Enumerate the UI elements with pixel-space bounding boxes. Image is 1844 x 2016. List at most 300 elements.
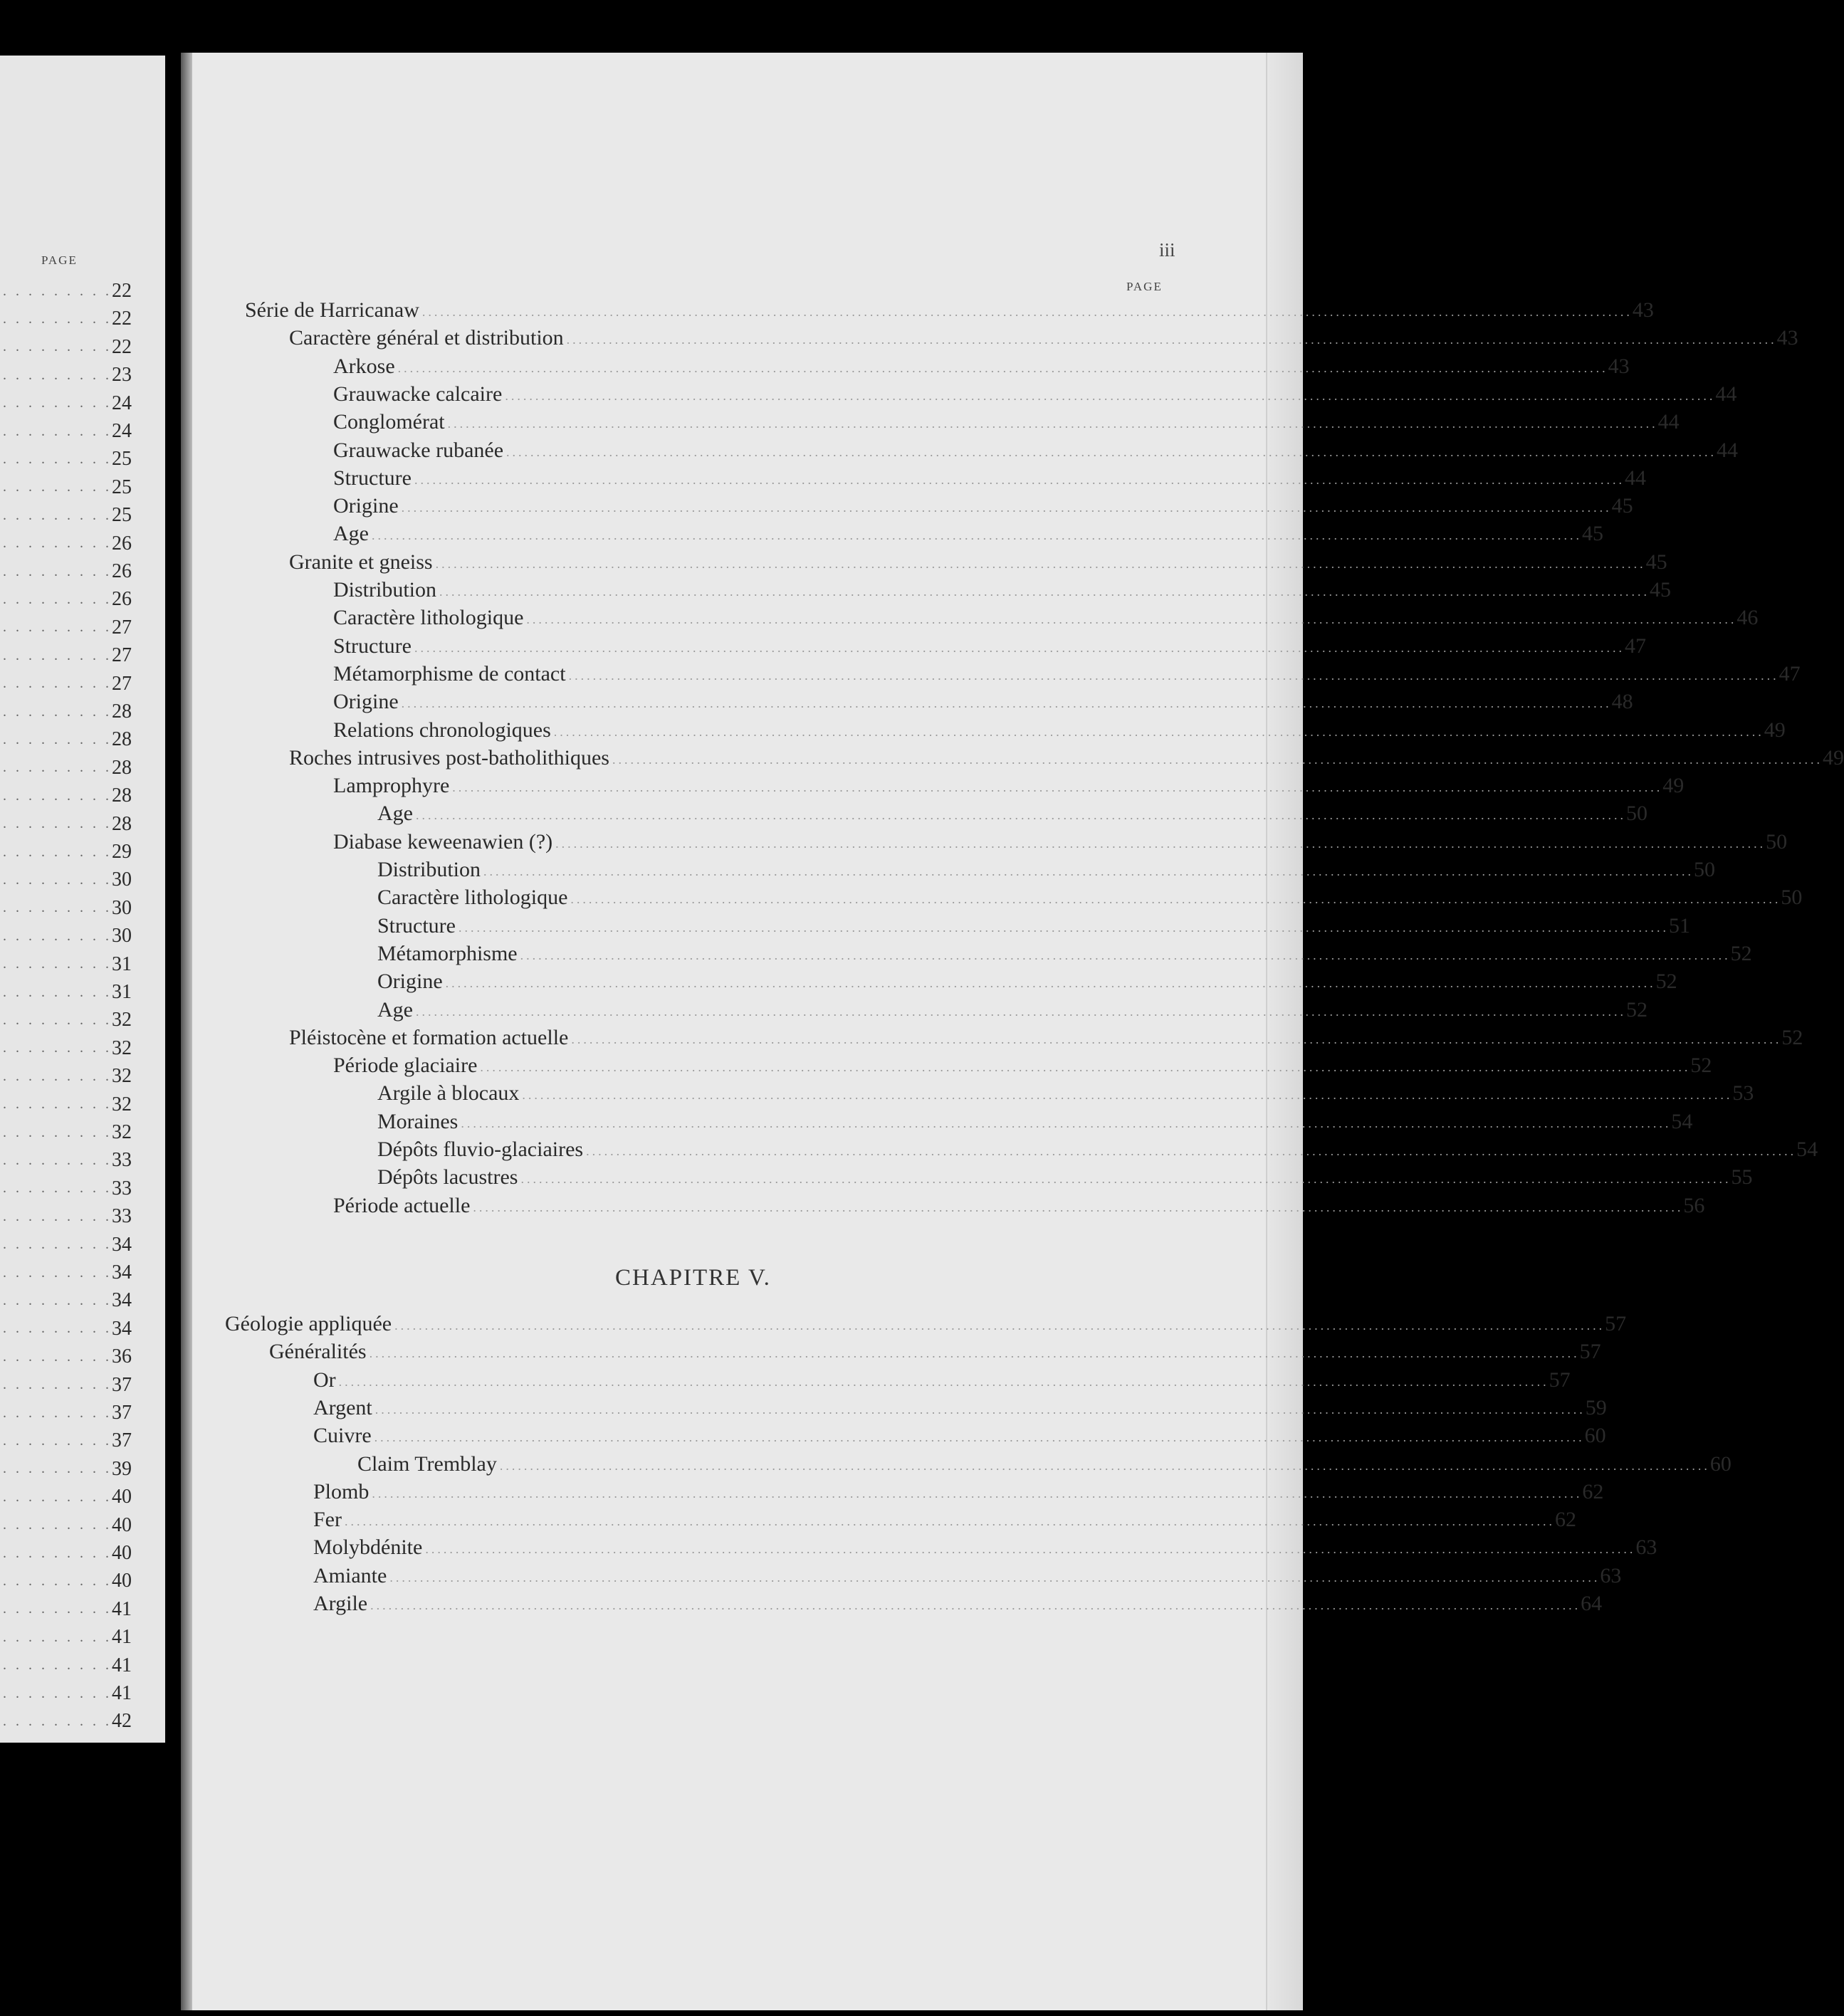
toc-entry-page: 44	[1715, 382, 1737, 406]
toc-entry	[313, 1420, 1606, 1448]
left-page-number: 32	[112, 1065, 132, 1088]
left-page-row	[0, 979, 132, 1006]
left-page-number: 26	[112, 560, 132, 582]
toc-entry	[377, 1162, 1753, 1190]
leader-dots: ........................................................................................................................................................................................................	[568, 668, 1779, 683]
toc-entry-page: 55	[1731, 1165, 1753, 1190]
left-page-number: 39	[112, 1457, 132, 1480]
leader-dots: ........................................................................................................................................................................................................	[586, 1144, 1797, 1158]
left-page-row	[0, 558, 132, 585]
toc-entry-title: Généralités	[269, 1340, 367, 1364]
leader-dots: ........................................................................................................................................................................................................	[414, 640, 1625, 655]
leader-dots: . . . . . . . . .	[3, 1432, 112, 1449]
toc-entry-title: Distribution	[333, 578, 437, 602]
left-page-row	[0, 1624, 132, 1651]
toc-entry-title: Métamorphisme	[377, 941, 518, 965]
leader-dots: ........................................................................................................................................................................................................	[520, 1172, 1732, 1187]
toc-entry-page: 52	[1690, 1054, 1712, 1078]
left-page-number: 25	[112, 448, 132, 471]
leader-dots: . . . . . . . . .	[3, 787, 112, 804]
left-page-number: 30	[112, 896, 132, 919]
toc-entry	[333, 658, 1801, 686]
leader-dots: ........................................................................................................................................................................................................	[374, 1402, 1586, 1417]
leader-dots: . . . . . . . . .	[3, 479, 112, 495]
toc-entry-page: 45	[1645, 550, 1667, 574]
left-page-row	[0, 1203, 132, 1230]
leader-dots: ........................................................................................................................................................................................................	[397, 360, 1608, 375]
toc-entry	[333, 490, 1633, 518]
toc-entry-page: 57	[1549, 1367, 1571, 1392]
toc-entry	[333, 715, 1786, 742]
toc-entry	[357, 1449, 1732, 1476]
left-page-number: 22	[112, 280, 132, 302]
left-page-number: 41	[112, 1626, 132, 1649]
toc-entry-page: 45	[1581, 522, 1603, 546]
leader-dots: . . . . . . . . .	[3, 283, 112, 299]
left-page-number: 41	[112, 1654, 132, 1676]
toc-entry	[333, 1190, 1705, 1218]
left-page-number: 30	[112, 868, 132, 891]
toc-entry-page: 50	[1625, 802, 1647, 826]
leader-dots: ........................................................................................................................................................................................................	[566, 332, 1777, 347]
left-page-number: 32	[112, 1093, 132, 1115]
toc-entry-page: 64	[1581, 1592, 1603, 1615]
toc-entry	[377, 1134, 1818, 1162]
left-page-row	[0, 502, 132, 529]
left-page-row	[0, 1316, 132, 1343]
left-page-row	[0, 951, 132, 978]
toc-entry	[313, 1476, 1604, 1504]
leader-dots: ........................................................................................................................................................................................................	[612, 752, 1823, 767]
toc-entry-title: Dépôts lacustres	[377, 1165, 518, 1190]
folio-number: iii	[1159, 239, 1175, 261]
leader-dots: . . . . . . . . .	[3, 1124, 112, 1140]
toc-entry-title: Cuivre	[313, 1424, 372, 1448]
toc-entry-title: Plomb	[313, 1479, 370, 1503]
toc-entry-title: Conglomérat	[333, 410, 445, 434]
left-page-row	[0, 1372, 132, 1399]
toc-entry	[313, 1504, 1576, 1532]
toc-entry	[333, 826, 1788, 854]
toc-entry	[377, 910, 1690, 938]
left-page-number: 32	[112, 1036, 132, 1059]
toc-entry-title: Métamorphisme de contact	[333, 661, 566, 686]
leader-dots: ........................................................................................................................................................................................................	[461, 1115, 1672, 1130]
left-page-row	[0, 811, 132, 838]
left-page-row	[0, 1596, 132, 1623]
toc-entry	[377, 882, 1803, 910]
toc-entry-page: 44	[1657, 410, 1680, 434]
toc-entry-page: 43	[1632, 298, 1654, 322]
leader-dots: ........................................................................................................................................................................................................	[345, 1514, 1555, 1529]
leader-dots: ........................................................................................................................................................................................................	[522, 1088, 1733, 1103]
left-page-number: 28	[112, 812, 132, 835]
toc-entry-page: 57	[1579, 1340, 1601, 1364]
leader-dots: . . . . . . . . .	[3, 816, 112, 832]
left-page-row	[0, 586, 132, 613]
toc-entry-title: Fer	[313, 1508, 342, 1532]
toc-entry-page: 52	[1625, 997, 1647, 1022]
left-page-number: 37	[112, 1429, 132, 1452]
toc-entry	[289, 1022, 1803, 1050]
main-page	[181, 53, 1844, 2010]
left-page-number: 34	[112, 1233, 132, 1256]
left-page-row	[0, 334, 132, 361]
leader-dots: ........................................................................................................................................................................................................	[458, 920, 1669, 935]
left-page-number: 32	[112, 1121, 132, 1143]
left-page-row	[0, 1400, 132, 1427]
left-page-row	[0, 530, 132, 557]
leader-dots: . . . . . . . . .	[3, 1321, 112, 1337]
leader-dots: ........................................................................................................................................................................................................	[374, 1430, 1585, 1445]
toc-entry	[313, 1588, 1603, 1616]
leader-dots: . . . . . . . . .	[3, 1405, 112, 1421]
toc-entry	[289, 322, 1798, 350]
toc-entry	[313, 1560, 1622, 1588]
toc-entry	[377, 1078, 1754, 1106]
left-page-number: 37	[112, 1402, 132, 1424]
left-page-number: 40	[112, 1542, 132, 1564]
toc-entry-page: 60	[1584, 1424, 1606, 1448]
toc-entry	[377, 966, 1677, 994]
leader-dots: ........................................................................................................................................................................................................	[555, 836, 1766, 851]
left-page-number: 28	[112, 784, 132, 807]
left-page-strip	[0, 56, 165, 1743]
leader-dots: ........................................................................................................................................................................................................	[480, 1060, 1691, 1075]
toc-entry	[333, 602, 1759, 630]
toc-entry-page: 59	[1585, 1395, 1607, 1419]
toc-entry-page: 51	[1668, 913, 1690, 938]
left-page-number: 24	[112, 420, 132, 442]
left-page-number: 27	[112, 644, 132, 667]
toc-entry-title: Origine	[377, 970, 443, 994]
toc-entry-page: 45	[1611, 494, 1633, 518]
leader-dots: ........................................................................................................................................................................................................	[401, 696, 1612, 711]
leader-dots: . . . . . . . . .	[3, 535, 112, 552]
leader-dots: . . . . . . . . .	[3, 1601, 112, 1617]
leader-dots: ........................................................................................................................................................................................................	[452, 780, 1663, 795]
leader-dots: . . . . . . . . .	[3, 423, 112, 439]
leader-dots: . . . . . . . . .	[3, 1208, 112, 1224]
toc-entry-title: Grauwacke calcaire	[333, 382, 503, 406]
left-page-number: 41	[112, 1597, 132, 1620]
toc-entry-title: Caractère lithologique	[333, 606, 524, 630]
leader-dots: . . . . . . . . .	[3, 395, 112, 411]
toc-entry-title: Relations chronologiques	[333, 718, 551, 742]
toc-entry-title: Moraines	[377, 1109, 459, 1133]
toc-entry-title: Distribution	[377, 858, 481, 881]
toc-entry-page: 49	[1822, 745, 1844, 770]
left-page-number: 40	[112, 1570, 132, 1592]
leader-dots: . . . . . . . . .	[3, 451, 112, 467]
left-page-number: 34	[112, 1289, 132, 1312]
toc-entry-title: Série de Harricanaw	[245, 298, 419, 322]
left-page-row	[0, 839, 132, 866]
leader-dots: . . . . . . . . .	[3, 1545, 112, 1561]
leader-dots: . . . . . . . . .	[3, 1377, 112, 1393]
toc-entry-title: Origine	[333, 494, 399, 518]
leader-dots: . . . . . . . . .	[3, 844, 112, 860]
toc-entry-title: Structure	[333, 466, 412, 490]
toc-entry	[377, 938, 1752, 966]
toc-entry	[333, 770, 1685, 798]
toc-entry-title: Pléistocène et formation actuelle	[289, 1025, 569, 1049]
toc-entry-page: 46	[1736, 606, 1759, 630]
toc-entry-title: Or	[313, 1367, 336, 1392]
toc-entry	[377, 1106, 1693, 1134]
toc-entry	[289, 547, 1667, 574]
toc-entry-page: 62	[1555, 1508, 1576, 1532]
left-page-row	[0, 446, 132, 473]
left-page-row	[0, 390, 132, 417]
left-page-row	[0, 474, 132, 501]
left-page-number: 22	[112, 308, 132, 330]
left-page-row	[0, 1119, 132, 1146]
toc-entry-page: 54	[1671, 1109, 1693, 1133]
left-page-number: 33	[112, 1205, 132, 1228]
left-page-number: 40	[112, 1486, 132, 1508]
left-page-row	[0, 1427, 132, 1454]
toc-entry	[313, 1532, 1657, 1560]
toc-entry-page: 44	[1717, 438, 1739, 462]
leader-dots: . . . . . . . . .	[3, 367, 112, 383]
toc-entry-title: Géologie appliquée	[225, 1312, 392, 1335]
leader-dots: ........................................................................................................................................................................................................	[505, 388, 1716, 403]
left-page-row	[0, 895, 132, 922]
leader-dots: . . . . . . . . .	[3, 1461, 112, 1477]
left-page-number: 37	[112, 1373, 132, 1396]
leader-dots: . . . . . . . . .	[3, 1152, 112, 1168]
toc-entry-page: 48	[1611, 690, 1633, 714]
leader-dots: ........................................................................................................................................................................................................	[526, 612, 1737, 627]
leader-dots: ........................................................................................................................................................................................................	[415, 1004, 1626, 1019]
left-page-number: 34	[112, 1261, 132, 1283]
leader-dots: . . . . . . . . .	[3, 1096, 112, 1113]
left-page-row	[0, 1680, 132, 1707]
left-page-number: 41	[112, 1682, 132, 1704]
toc-entry-page: 57	[1605, 1312, 1627, 1335]
toc-entry	[245, 295, 1654, 322]
left-page-number: 31	[112, 981, 132, 1003]
left-page-row	[0, 642, 132, 669]
toc-entry-title: Age	[377, 997, 413, 1022]
toc-entry-page: 50	[1781, 886, 1803, 910]
left-page-row	[0, 1147, 132, 1174]
toc-entry	[333, 631, 1646, 658]
toc-entry	[313, 1365, 1571, 1392]
toc-entry-title: Molybdénite	[313, 1535, 423, 1560]
left-page-row	[0, 1259, 132, 1286]
toc-entry	[289, 742, 1844, 770]
left-page-number: 42	[112, 1710, 132, 1733]
toc-entry-title: Grauwacke rubanée	[333, 438, 504, 462]
leader-dots: ........................................................................................................................................................................................................	[389, 1570, 1601, 1585]
left-page-number: 27	[112, 616, 132, 639]
leader-dots: ........................................................................................................................................................................................................	[571, 1031, 1782, 1046]
leader-dots: . . . . . . . . .	[3, 1348, 112, 1365]
left-page-row	[0, 1091, 132, 1118]
left-page-row	[0, 1007, 132, 1034]
leader-dots: . . . . . . . . .	[3, 1292, 112, 1308]
toc-entry-title: Argile à blocaux	[377, 1081, 520, 1106]
left-page-row	[0, 1708, 132, 1735]
left-page-number: 25	[112, 476, 132, 498]
leader-dots: . . . . . . . . .	[3, 1180, 112, 1197]
toc-entry-page: 56	[1683, 1193, 1705, 1217]
leader-dots: . . . . . . . . .	[3, 1068, 112, 1084]
left-page-number: 28	[112, 728, 132, 751]
leader-dots: . . . . . . . . .	[3, 507, 112, 523]
leader-dots: ........................................................................................................................................................................................................	[425, 1542, 1636, 1557]
leader-dots: ........................................................................................................................................................................................................	[483, 864, 1694, 878]
toc-entry-title: Structure	[377, 913, 456, 938]
leader-dots: ........................................................................................................................................................................................................	[369, 1346, 1580, 1361]
toc-entry-page: 49	[1662, 774, 1685, 798]
left-page-number: 24	[112, 392, 132, 414]
toc-entry-page: 53	[1732, 1081, 1754, 1106]
left-page-number: 26	[112, 588, 132, 611]
leader-dots: . . . . . . . . .	[3, 310, 112, 327]
toc-entry	[225, 1308, 1627, 1336]
leader-dots: . . . . . . . . .	[3, 619, 112, 636]
left-page-row	[0, 1287, 132, 1314]
leader-dots: ........................................................................................................................................................................................................	[394, 1318, 1605, 1333]
leader-dots: ........................................................................................................................................................................................................	[370, 1598, 1581, 1612]
toc-entry	[333, 686, 1633, 714]
left-page-row	[0, 1652, 132, 1679]
leader-dots: . . . . . . . . .	[3, 1264, 112, 1281]
left-page-row	[0, 1484, 132, 1511]
left-page-row	[0, 923, 132, 950]
left-page-row	[0, 698, 132, 725]
leader-dots: . . . . . . . . .	[3, 339, 112, 355]
leader-dots: . . . . . . . . .	[3, 1573, 112, 1589]
toc-entry-page: 60	[1709, 1451, 1732, 1476]
toc-entry	[333, 351, 1630, 379]
toc-entry-page: 54	[1796, 1138, 1818, 1161]
toc-entry-title: Origine	[333, 690, 399, 714]
toc-entry	[377, 854, 1716, 882]
leader-dots: ........................................................................................................................................................................................................	[499, 1458, 1710, 1473]
toc-entry-title: Granite et gneiss	[289, 550, 433, 574]
left-page-row	[0, 305, 132, 332]
leader-dots: . . . . . . . . .	[3, 1489, 112, 1505]
left-page-number: 33	[112, 1177, 132, 1199]
left-page-row	[0, 782, 132, 809]
left-page-row	[0, 1232, 132, 1259]
left-page-row	[0, 614, 132, 641]
leader-dots: . . . . . . . . .	[3, 956, 112, 972]
leader-dots: . . . . . . . . .	[3, 1012, 112, 1028]
left-page-number: 40	[112, 1513, 132, 1536]
toc-entry-page: 50	[1694, 858, 1716, 881]
toc-entry	[313, 1392, 1607, 1420]
leader-dots: ........................................................................................................................................................................................................	[421, 305, 1633, 319]
left-page-number: 23	[112, 364, 132, 387]
toc-entry-page: 47	[1778, 661, 1801, 686]
leader-dots: . . . . . . . . .	[3, 1713, 112, 1729]
leader-dots: ........................................................................................................................................................................................................	[401, 500, 1612, 515]
toc-entry	[333, 379, 1737, 406]
toc-entry-title: Roches intrusives post-batholithiques	[289, 745, 609, 770]
left-page-row	[0, 1035, 132, 1062]
left-page-header: PAGE	[41, 253, 78, 267]
leader-dots: ........................................................................................................................................................................................................	[570, 892, 1781, 907]
toc-entry-title: Argile	[313, 1592, 368, 1615]
toc-entry-page: 45	[1650, 578, 1672, 602]
toc-entry	[333, 1050, 1712, 1078]
leader-dots: ........................................................................................................................................................................................................	[415, 808, 1626, 823]
left-page-number: 34	[112, 1317, 132, 1340]
left-page-number: 32	[112, 1009, 132, 1031]
leader-dots: . . . . . . . . .	[3, 731, 112, 747]
leader-dots: ........................................................................................................................................................................................................	[520, 947, 1731, 962]
left-page-number: 28	[112, 756, 132, 779]
toc-entry-page: 49	[1764, 718, 1786, 742]
toc-entry-title: Argent	[313, 1395, 372, 1419]
toc-entry	[333, 574, 1672, 602]
leader-dots: . . . . . . . . .	[3, 984, 112, 1000]
toc-entry	[333, 406, 1680, 434]
chapter-heading: CHAPITRE V.	[615, 1265, 771, 1291]
toc-entry-title: Dépôts fluvio-glaciaires	[377, 1138, 584, 1161]
leader-dots: ........................................................................................................................................................................................................	[439, 584, 1650, 599]
left-page-number: 26	[112, 532, 132, 555]
toc-entry-title: Claim Tremblay	[357, 1451, 497, 1476]
left-page-row	[0, 866, 132, 893]
leader-dots: ........................................................................................................................................................................................................	[553, 724, 1764, 739]
toc-entry	[333, 518, 1603, 546]
left-page-row	[0, 362, 132, 389]
left-page-number: 36	[112, 1345, 132, 1368]
toc-entry-page: 52	[1781, 1025, 1803, 1049]
toc-entry-title: Age	[377, 802, 413, 826]
left-page-row	[0, 1512, 132, 1539]
toc-entry-title: Age	[333, 522, 369, 546]
toc-entry-title: Arkose	[333, 354, 395, 378]
leader-dots: . . . . . . . . .	[3, 647, 112, 663]
toc-entry-title: Caractère lithologique	[377, 886, 568, 910]
left-page-number: 28	[112, 700, 132, 723]
leader-dots: . . . . . . . . .	[3, 760, 112, 776]
toc-entry-page: 43	[1776, 326, 1798, 350]
toc-entry-title: Période glaciaire	[333, 1054, 478, 1078]
left-page-number: 25	[112, 504, 132, 527]
toc-entry-title: Structure	[333, 634, 412, 658]
left-page-number: 22	[112, 335, 132, 358]
toc-entry	[269, 1336, 1601, 1364]
toc-entry-title: Caractère général et distribution	[289, 326, 564, 350]
left-page-row	[0, 726, 132, 753]
toc-entry-page: 62	[1582, 1479, 1604, 1503]
leader-dots: ........................................................................................................................................................................................................	[445, 976, 1656, 991]
left-page-number: 27	[112, 672, 132, 695]
toc-entry	[333, 463, 1646, 490]
toc-entry-title: Diabase keweenawien (?)	[333, 829, 553, 854]
left-page-row	[0, 278, 132, 305]
leader-dots: . . . . . . . . .	[3, 591, 112, 607]
leader-dots: . . . . . . . . .	[3, 1517, 112, 1533]
leader-dots: . . . . . . . . .	[3, 1629, 112, 1645]
toc-entry-page: 52	[1655, 970, 1677, 994]
left-page-number: 33	[112, 1149, 132, 1172]
leader-dots: . . . . . . . . .	[3, 1237, 112, 1253]
leader-dots: . . . . . . . . .	[3, 928, 112, 944]
toc-entry-page: 52	[1730, 941, 1752, 965]
leader-dots: ........................................................................................................................................................................................................	[506, 444, 1717, 459]
page-column-header: PAGE	[1126, 280, 1163, 293]
page-spine-shadow	[181, 53, 192, 2010]
